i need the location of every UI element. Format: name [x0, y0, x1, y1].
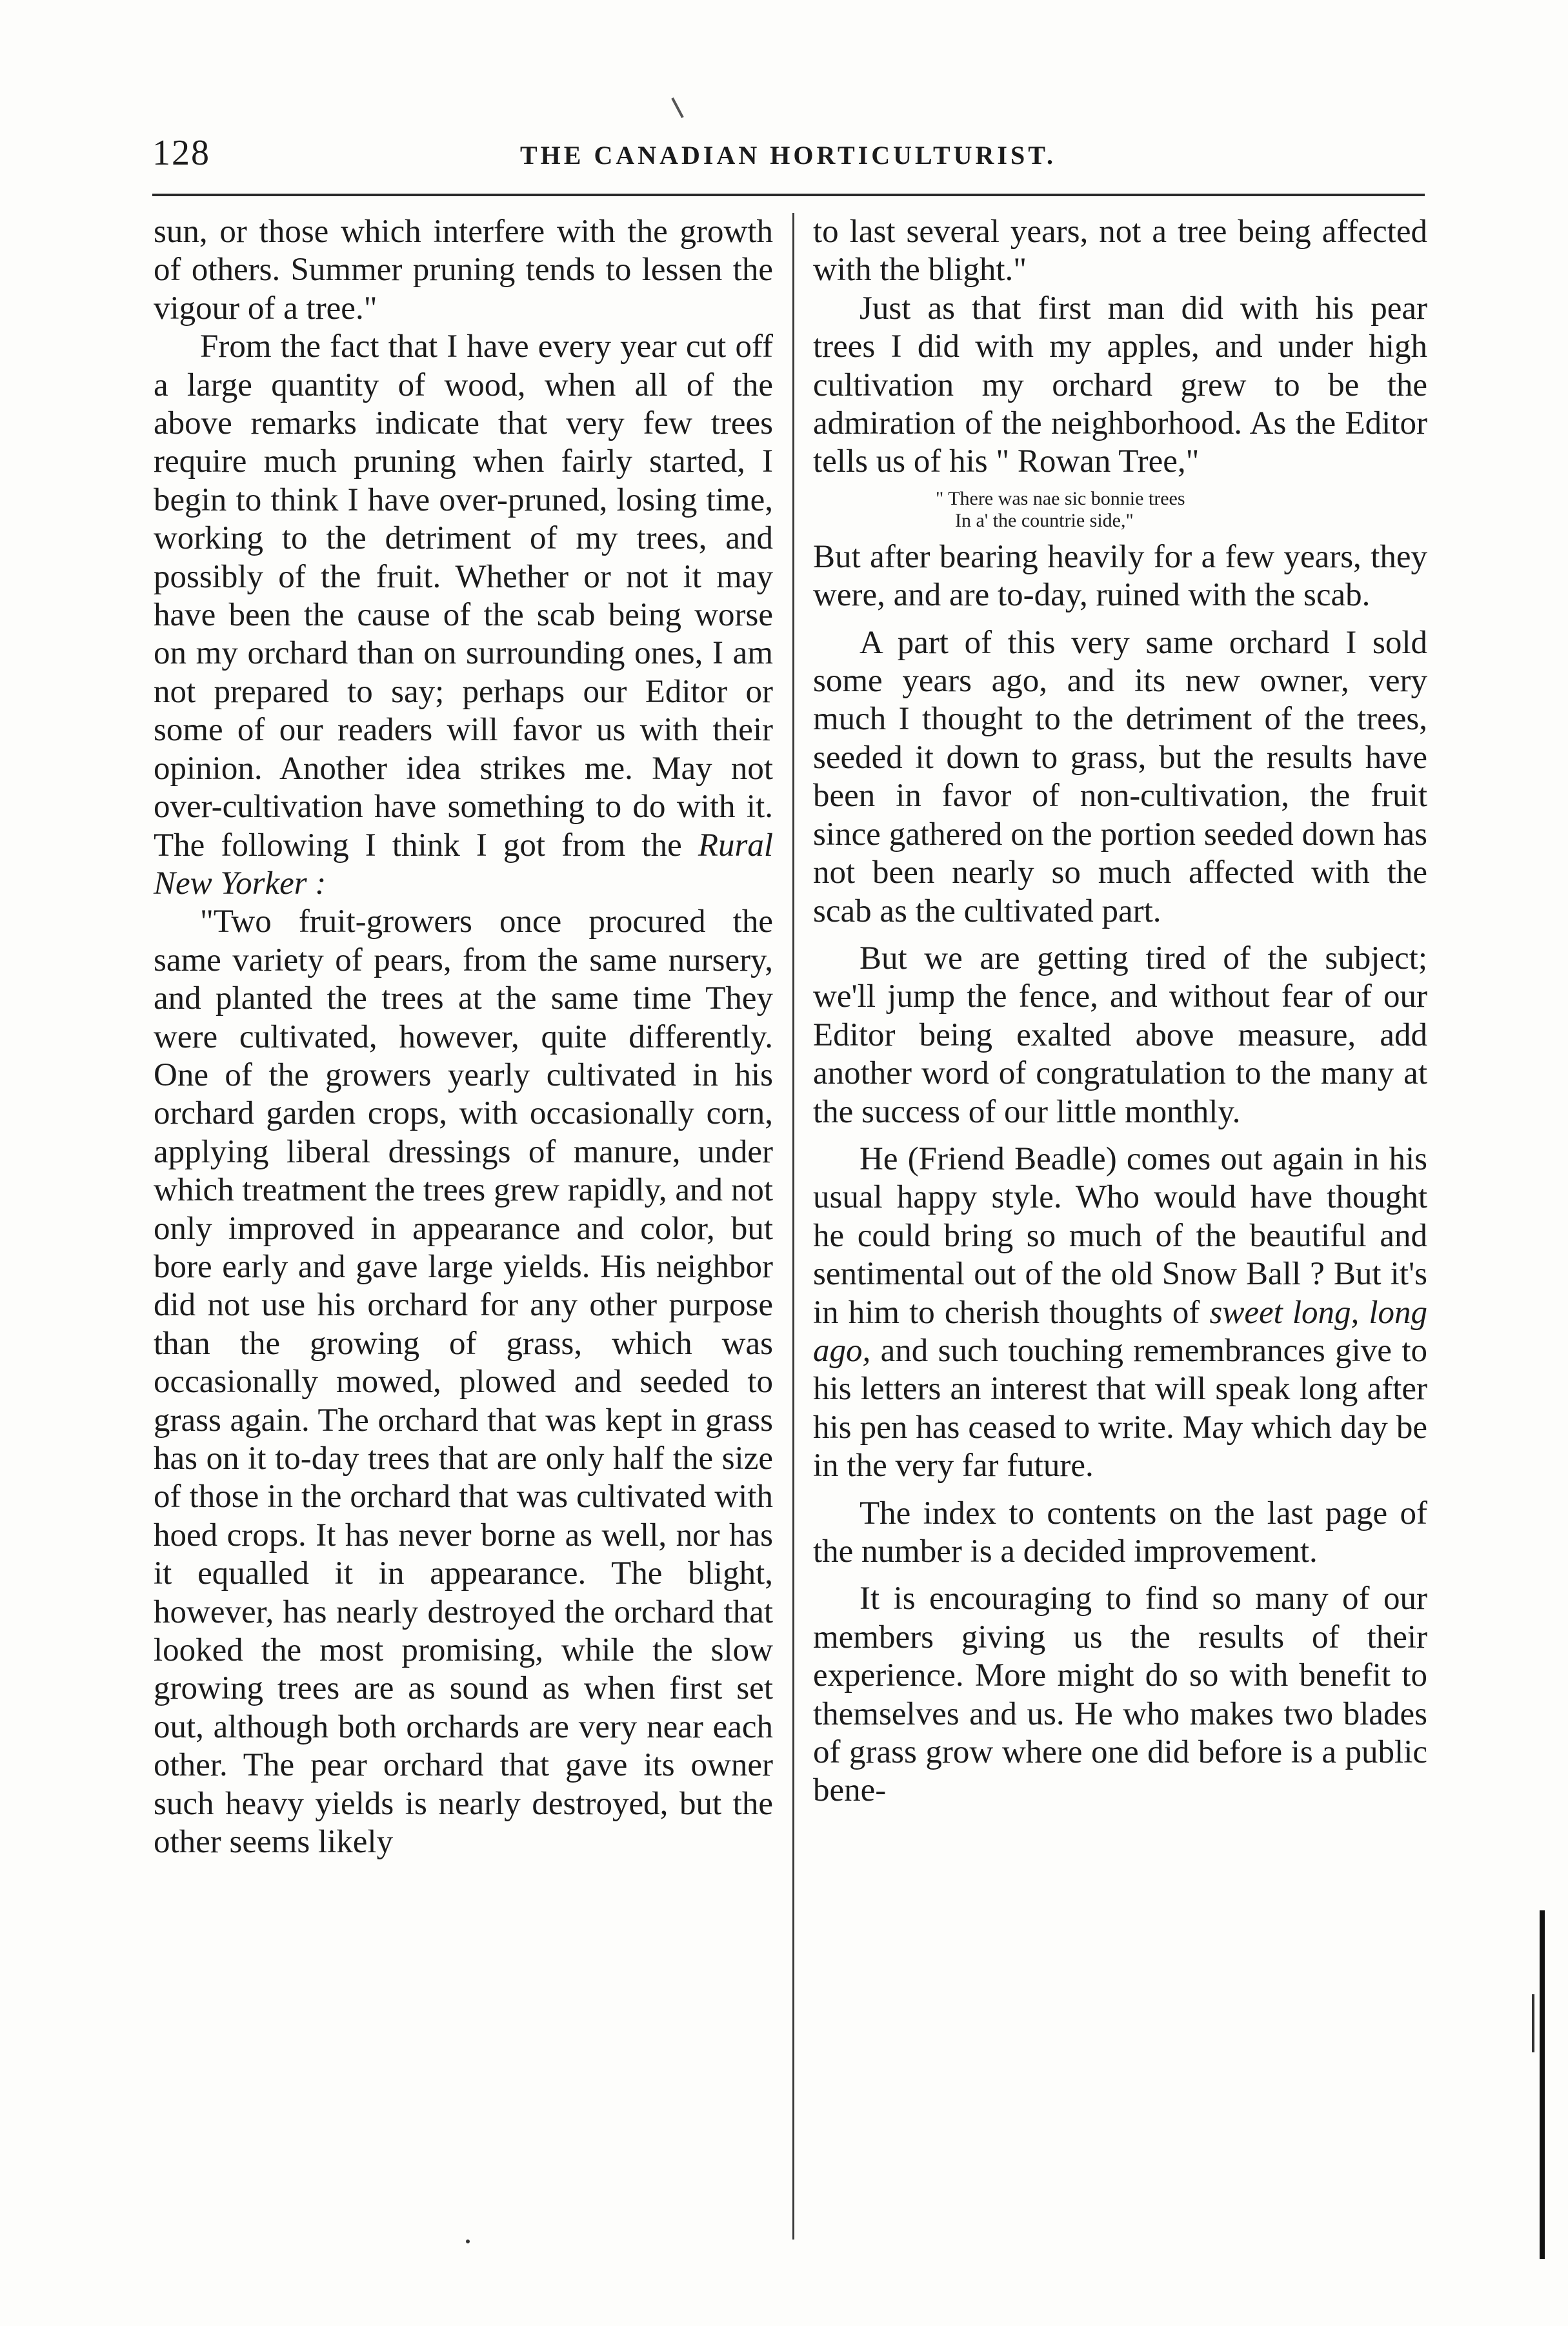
verse-quotation — [813, 488, 1427, 532]
right-column — [813, 213, 1427, 1810]
verse-line-2: In a' the countrie side," — [955, 509, 1134, 531]
running-head — [152, 132, 1430, 184]
paragraph-friend-beadle-end: and such touching remembrances give to his letters an interest that will speak long after his pen has ceased to write. May which day be in the very far future. — [813, 1332, 1427, 1484]
paragraph-non-cultivation: A part of this very same orchard I sold some years ago, and its new owner, very much I thought to the detriment of the trees, seeded it down to grass, but the results have been in favor of non-cultivation, the fruit since gathered on the portion seeded down has not been nearly so much affected with the scab as the cultivated part. — [813, 624, 1427, 929]
paragraph-pruning-end: sun, or those which interfere with the growth of others. Summer pruning tends to lessen the vigour of a tree." — [154, 214, 773, 327]
paragraph-quote-end: to last several years, not a tree being affected with the blight." — [813, 214, 1427, 288]
verse-line-1: " There was nae sic bonnie trees — [936, 487, 1185, 509]
source-publication: Rural New Yorker : — [154, 827, 774, 902]
italic-phrase: sweet long, long ago, — [813, 1294, 1427, 1369]
paragraph-congratulation: But we are getting tired of the subject; we'll jump the fence, and without fear of our Editor being exalted above measure, add another word of congratulation to the many at the success of our little monthly. — [813, 940, 1427, 1130]
column-divider — [792, 213, 794, 2240]
margin-speck — [466, 2240, 470, 2243]
paragraph-over-pruning — [154, 328, 773, 903]
paragraph-members: It is encouraging to find so many of our members giving us the results of their experience. More might do so with benefit to themselves and us. He who makes two blades of grass grow where one did before is a public bene- — [813, 1581, 1427, 1809]
printer-mark — [671, 97, 683, 118]
page-edge-shadow — [1540, 1910, 1545, 2259]
journal-title: THE CANADIAN HORTICULTURIST. — [520, 141, 1056, 170]
left-column — [154, 213, 773, 1861]
paragraph-index: The index to contents on the last page of the number is a decided improvement. — [813, 1495, 1427, 1570]
paragraph-pear-growers-quote: "Two fruit-growers once procured the same variety of pears, from the same nursery, and planted the trees at the same time They were cultivated, however, quite differently. One of the growers yearly cultivated in his orchard garden crops, with occasionally corn, applying liberal dressings of manure, under which treatment the trees grew rapidly, and not only improved in appearance and color, but bore early and gave large yields. His neighbor did not use his orchard for any other purpose than the growing of grass, which was occasionally mowed, plowed and seeded to grass again. The orchard that was kept in grass has on it to-day trees that are only half the size of those in the orchard that was cultivated with hoed crops. It has never borne as well, nor has it equalled it in appearance. The blight, however, has nearly destroyed the orchard that looked the most promising, while the slow growing trees are as sound as when first set out, although both orchards are very near each other. The pear orchard that gave its owner such heavy yields is nearly destroyed, but the other seems likely — [154, 904, 773, 1861]
paragraph-over-pruning-text: From the fact that I have every year cut off a large quantity of wood, when all of the above remarks indicate that very few trees require much pruning when fairly started, I begin to think I have over-pruned, losing time, working to the detriment of my trees, and possibly of the fruit. Whether or not it may have been the cause of the scab being worse on my orchard than on surrounding ones, I am not prepared to say; perhaps our Editor or some of our readers will favor us with their opinion. Another idea strikes me. May not over-cultivation have something to do with it. The following I think I got from the — [154, 329, 773, 864]
header-rule — [152, 194, 1425, 196]
paragraph-scab: But after bearing heavily for a few years, they were, and are to-day, ruined with the scab. — [813, 538, 1427, 614]
paragraph-friend-beadle-text: He (Friend Beadle) comes out again in his usual happy style. Who would have thought he could bring so much of the beautiful and sentimental out of the old Snow Ball ? But it's in him to cherish thoughts of — [813, 1140, 1427, 1331]
page-edge-mark — [1532, 1994, 1534, 2052]
paragraph-apples: Just as that first man did with his pear trees I did with my apples, and under high cultivation my orchard grew to be the admiration of the neighborhood. As the Editor tells us of his " Rowan Tree," — [813, 290, 1427, 480]
paragraph-friend-beadle — [813, 1140, 1427, 1486]
page-number: 128 — [152, 133, 210, 173]
